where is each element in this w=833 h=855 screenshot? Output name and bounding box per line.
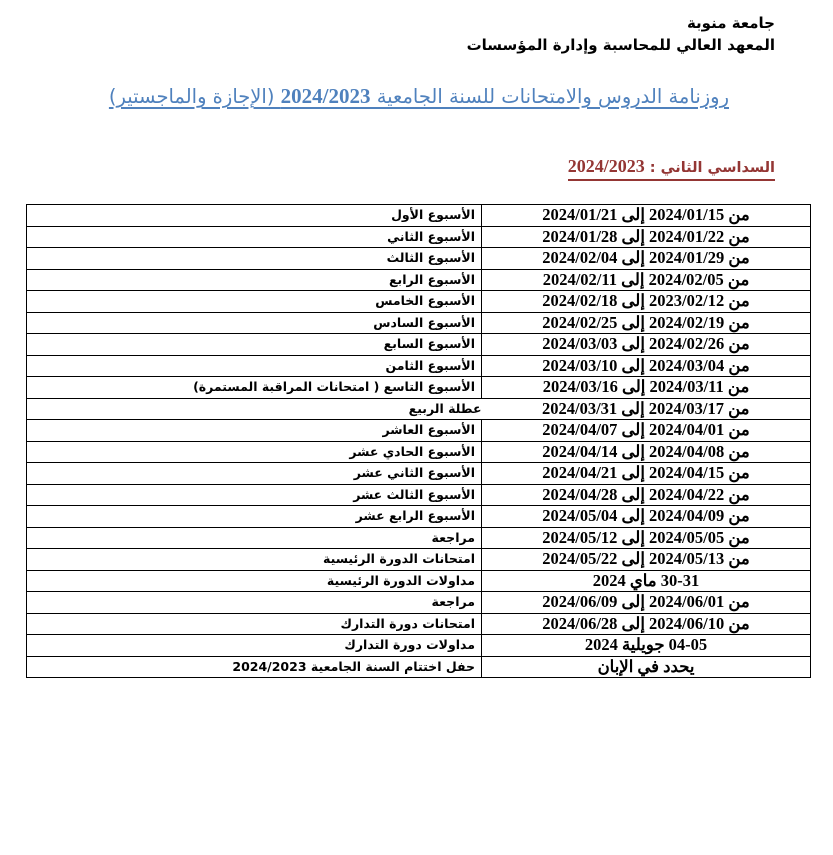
table-row [27,506,811,528]
event-cell: الأسبوع الثالث عشر [27,484,482,506]
date-range-cell: من 2024/06/01 إلى 2024/06/09 [482,592,811,614]
date-range-cell: من 2024/02/19 إلى 2024/02/25 [482,312,811,334]
table-row [27,484,811,506]
event-cell: الأسبوع الرابع عشر [27,506,482,528]
table-row [27,334,811,356]
date-range-cell: من 2024/05/05 إلى 2024/05/12 [482,527,811,549]
calendar-body [27,205,811,678]
event-cell: مداولات دورة التدارك [27,635,482,657]
table-row [27,269,811,291]
date-range-cell: من 2024/04/09 إلى 2024/05/04 [482,506,811,528]
date-range-cell: من 2024/04/15 إلى 2024/04/21 [482,463,811,485]
date-range-cell: يحدد في الإبان [482,656,811,678]
table-row [27,226,811,248]
date-range-cell: من 2024/05/13 إلى 2024/05/22 [482,549,811,571]
document-header [467,12,775,56]
event-cell: امتحانات الدورة الرئيسية [27,549,482,571]
table-row [27,291,811,313]
date-range-cell: من 2024/01/15 إلى 2024/01/21 [482,205,811,227]
date-range-cell: من 2024/06/10 إلى 2024/06/28 [482,613,811,635]
event-cell: الأسبوع الثامن [27,355,482,377]
table-row [27,355,811,377]
calendar-table [26,204,811,678]
table-row [27,441,811,463]
table-row [27,398,811,420]
title-text-after: (الإجازة والماجستير) [108,85,281,108]
table-row [27,656,811,678]
semester-label: السداسي الثاني : [644,160,775,176]
table-row [27,463,811,485]
date-range-cell: من 2024/03/11 إلى 2024/03/16 [482,377,811,399]
date-range-cell: من 2024/03/17 إلى 2024/03/31 [482,398,811,420]
table-row [27,592,811,614]
table-row [27,613,811,635]
event-cell: الأسبوع الخامس [27,291,482,313]
date-range-cell: من 2024/04/08 إلى 2024/04/14 [482,441,811,463]
table-row [27,635,811,657]
event-cell: حفل اختتام السنة الجامعية 2024/2023 [27,656,482,678]
table-row [27,377,811,399]
event-cell: الأسبوع الثالث [27,248,482,270]
event-cell: الأسبوع الثاني عشر [27,463,482,485]
event-cell: الأسبوع التاسع ( امتحانات المراقبة المستمرة) [27,377,482,399]
table-row [27,549,811,571]
event-cell: مداولات الدورة الرئيسية [27,570,482,592]
university-name: جامعة منوبة [686,14,775,32]
page-title [109,84,729,109]
event-cell: الأسبوع العاشر [27,420,482,442]
title-text-before: روزنامة الدروس والامتحانات للسنة الجامعية [370,85,729,108]
table-row [27,248,811,270]
date-range-cell: من 2024/02/26 إلى 2024/03/03 [482,334,811,356]
event-cell: مراجعة [27,527,482,549]
institute-name: المعهد العالي للمحاسبة وإدارة المؤسسات [466,36,775,54]
date-range-cell: 04-05 جويلية 2024 [482,635,811,657]
date-range-cell: 30-31 ماي 2024 [482,570,811,592]
date-range-cell: من 2024/02/05 إلى 2024/02/11 [482,269,811,291]
table-row [27,570,811,592]
title-year: 2024/2023 [280,84,371,108]
event-cell: الأسبوع الحادي عشر [27,441,482,463]
date-range-cell: من 2024/04/01 إلى 2024/04/07 [482,420,811,442]
event-cell: مراجعة [27,592,482,614]
table-row [27,527,811,549]
semester-heading [568,156,775,181]
date-range-cell: من 2023/02/12 إلى 2024/02/18 [482,291,811,313]
date-range-cell: من 2024/04/22 إلى 2024/04/28 [482,484,811,506]
semester-year: 2024/2023 [567,156,645,176]
event-cell: الأسبوع السادس [27,312,482,334]
table-row [27,205,811,227]
date-range-cell: من 2024/01/29 إلى 2024/02/04 [482,248,811,270]
event-cell: الأسبوع الرابع [27,269,482,291]
table-row [27,420,811,442]
event-cell: الأسبوع السابع [27,334,482,356]
event-cell: عطلة الربيع [27,398,482,420]
event-cell: امتحانات دورة التدارك [27,613,482,635]
table-row [27,312,811,334]
event-cell: الأسبوع الأول [27,205,482,227]
date-range-cell: من 2024/03/04 إلى 2024/03/10 [482,355,811,377]
date-range-cell: من 2024/01/22 إلى 2024/01/28 [482,226,811,248]
event-cell: الأسبوع الثاني [27,226,482,248]
